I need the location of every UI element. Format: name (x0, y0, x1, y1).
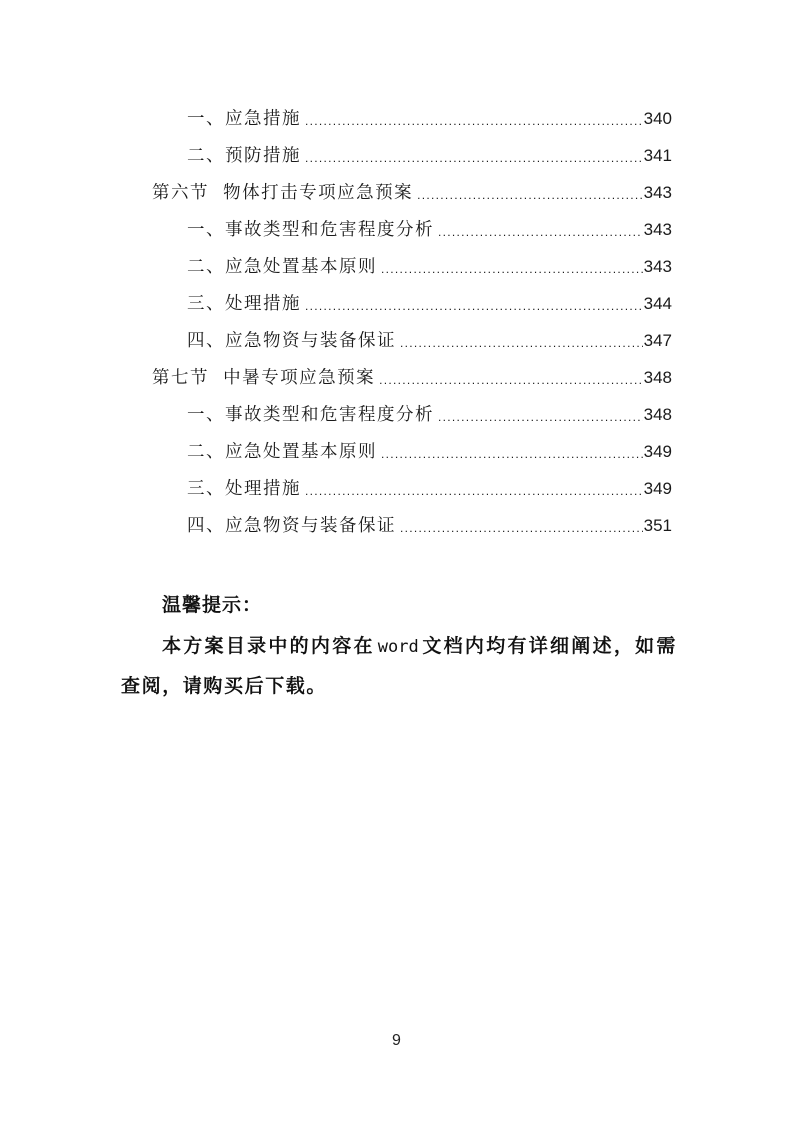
toc-entry-title: 二、应急处置基本原则 (187, 442, 377, 462)
toc-leader-dots (381, 257, 643, 281)
notice-title: 温馨提示： (162, 594, 263, 616)
toc-entry-title: 四、应急物资与装备保证 (187, 331, 396, 351)
toc-leader-dots (305, 109, 643, 133)
toc-entry-page: 351 (643, 516, 672, 535)
toc-entry-title: 一、事故类型和危害程度分析 (187, 220, 434, 240)
toc-leader-dots (400, 331, 643, 355)
toc-leader-dots (438, 405, 643, 429)
toc-entry-page: 348 (643, 405, 672, 424)
toc-leader-dots (379, 368, 643, 392)
toc-entry-title: 三、处理措施 (187, 479, 301, 499)
toc-entry-page: 349 (643, 479, 672, 498)
toc-leader-dots (305, 294, 643, 318)
toc-entry-page: 343 (643, 257, 672, 276)
toc-entry[interactable] (187, 474, 672, 504)
toc-entry[interactable] (187, 215, 672, 245)
toc-entry-page: 341 (643, 146, 672, 165)
toc-entry[interactable] (187, 400, 672, 430)
toc-entry-page: 343 (643, 183, 672, 202)
toc-entry-title: 二、预防措施 (187, 146, 301, 166)
toc-section-entry[interactable] (152, 178, 672, 208)
toc-entry-page: 343 (643, 220, 672, 239)
toc-leader-dots (417, 183, 643, 207)
toc-leader-dots (305, 479, 643, 503)
toc-entry-page: 347 (643, 331, 672, 350)
toc-leader-dots (305, 146, 643, 170)
toc-entry-title: 一、事故类型和危害程度分析 (187, 405, 434, 425)
toc-entry-page: 344 (643, 294, 672, 313)
toc-entry-title: 第七节 中暑专项应急预案 (152, 368, 376, 388)
toc-entry-title: 四、应急物资与装备保证 (187, 516, 396, 536)
page-number: 9 (392, 1032, 401, 1049)
toc-section-entry[interactable] (152, 363, 672, 393)
toc-entry-page: 348 (643, 368, 672, 387)
toc-leader-dots (381, 442, 643, 466)
toc-entry[interactable] (187, 326, 672, 356)
toc-leader-dots (438, 220, 643, 244)
toc-entry[interactable] (187, 141, 672, 171)
toc-leader-dots (400, 516, 643, 540)
toc-entry[interactable] (187, 104, 672, 134)
toc-entry-title: 一、应急措施 (187, 109, 301, 129)
toc-entry-title: 三、处理措施 (187, 294, 301, 314)
toc-entry-page: 349 (643, 442, 672, 461)
notice-body-word: word (377, 637, 419, 657)
toc-entry-title: 第六节 物体打击专项应急预案 (152, 183, 414, 203)
toc-entry-page: 340 (643, 109, 672, 128)
toc-entry[interactable] (187, 252, 672, 282)
toc-entry-title: 二、应急处置基本原则 (187, 257, 377, 277)
notice-body (121, 627, 677, 706)
toc-entry[interactable] (187, 511, 672, 541)
notice-body-text: 文档内均有详细阐述，如需查阅，请购买后下载。 (121, 635, 677, 697)
toc-entry[interactable] (187, 437, 672, 467)
notice-body-text: 本方案目录中的内容在 (162, 635, 375, 657)
toc-entry[interactable] (187, 289, 672, 319)
